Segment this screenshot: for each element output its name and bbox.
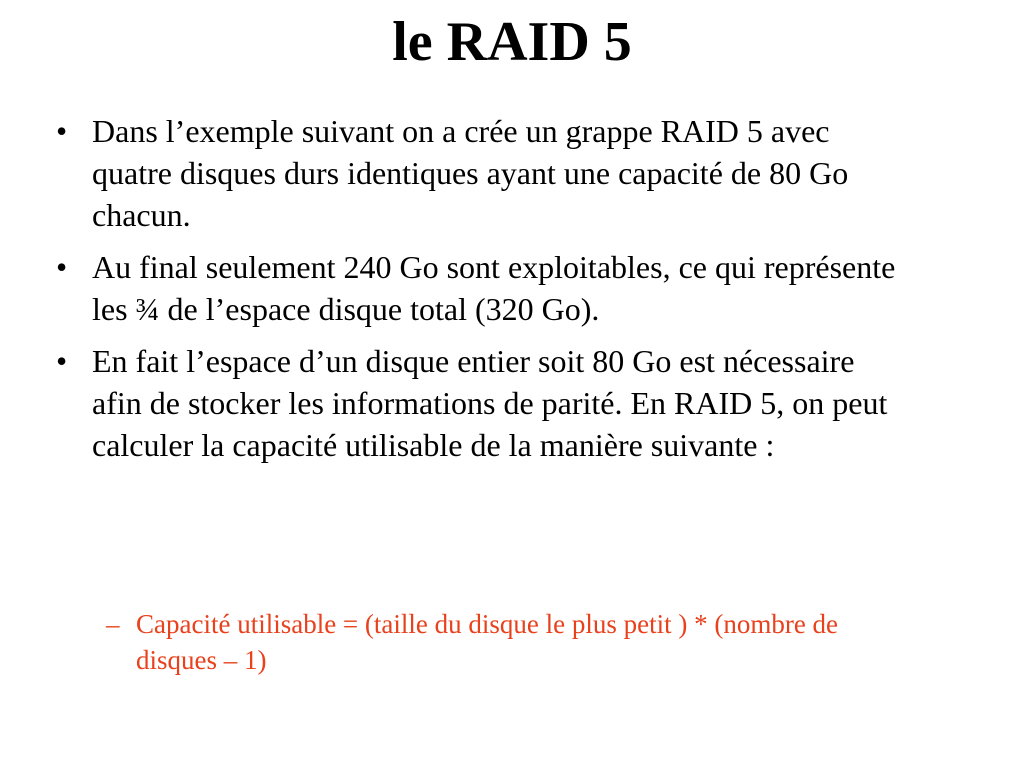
bullet-text: Dans l’exemple suivant on a crée un grappe RAID 5 avec quatre disques durs identiques ayant une capacité de 80 Go chacun.	[92, 113, 849, 233]
bullet-dot-icon: •	[56, 249, 68, 285]
dash-icon: –	[106, 609, 120, 639]
bullet-item	[50, 246, 910, 330]
bullet-text: En fait l’espace d’un disque entier soit 80 Go est nécessaire afin de stocker les informations de parité. En RAID 5, on peut calculer la capacité utilisable de la manière suivante :	[92, 343, 888, 463]
sub-bullet-list	[106, 606, 896, 678]
sub-bullet-item	[106, 606, 896, 678]
bullet-dot-icon: •	[56, 343, 68, 379]
bullet-item	[50, 340, 910, 466]
bullet-text: Au final seulement 240 Go sont exploitables, ce qui représente les ¾ de l’espace disque total (320 Go).	[92, 249, 896, 327]
sub-bullet-text: Capacité utilisable = (taille du disque le plus petit ) * (nombre de disques – 1)	[136, 609, 839, 675]
bullet-dot-icon: •	[56, 113, 68, 149]
bullet-list	[50, 110, 910, 476]
bullet-item	[50, 110, 910, 236]
slide-title: le RAID 5	[392, 11, 632, 73]
